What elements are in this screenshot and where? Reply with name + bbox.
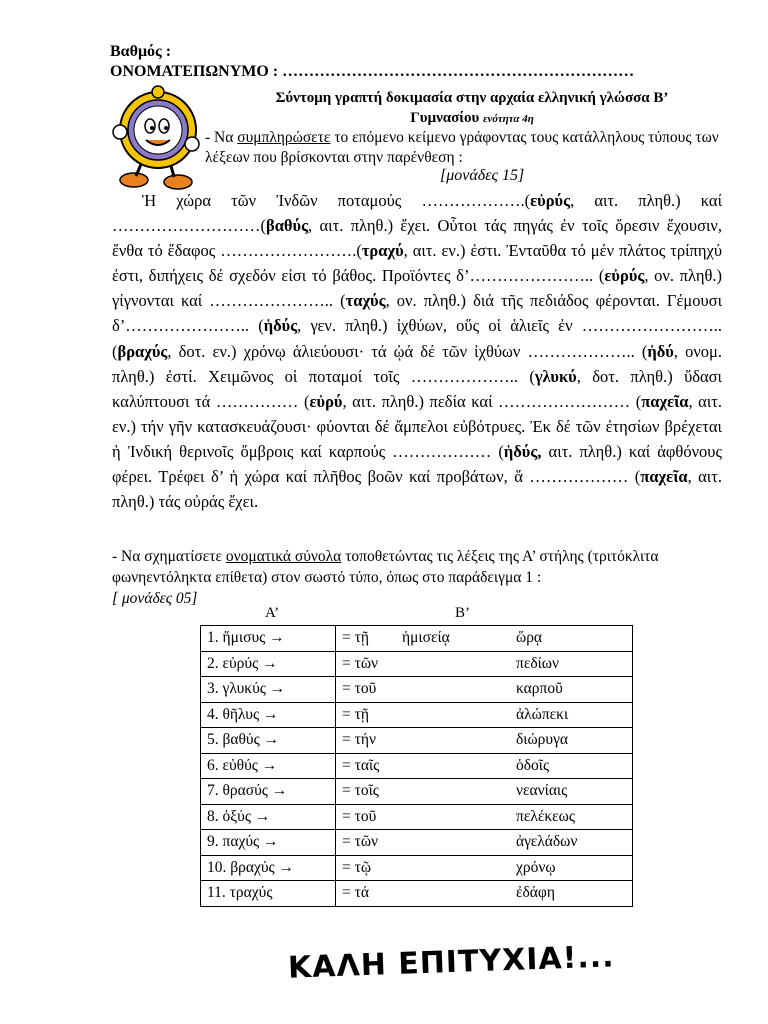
passage-cue-word: βραχύς: [117, 341, 168, 361]
table-row: [201, 702, 633, 728]
passage-text: Ἡ χώρα τῶν Ἰνδῶν ποταμούς ……………….(: [142, 191, 531, 210]
passage-cue-word: ἡδύς: [263, 316, 298, 336]
adjective-cell: 9. παχύς →: [201, 830, 336, 856]
name-label: ΟΝΟΜΑΤΕΠΩΝΥΜΟ : …………………………………………………………: [110, 63, 635, 80]
passage-cue-word: εὐρύς: [530, 191, 571, 210]
passage-cue-word: βαθύς: [266, 216, 309, 236]
adjective-cell: 8. ὀξύς →: [201, 804, 336, 830]
adjective-cell: 3. γλυκύς →: [201, 677, 336, 703]
passage-cue-word: ἡδύς,: [503, 441, 542, 461]
answer-cell[interactable]: [336, 728, 633, 754]
adjective-cell: 5. βαθύς →: [201, 728, 336, 754]
exercise-2-instruction: - Να σχηματίσετε ονοματικά σύνολα τοποθετώντας τις λέξεις της Α’ στήλης (τριτόκλιτα φωνηεντόληκτα επίθετα) στον σωστό τύπο, όπως στο παράδειγμα 1 : [ μονάδες 05]: [112, 548, 659, 607]
passage-cue-word: παχεῖα: [641, 391, 689, 411]
noun: καρποῦ: [516, 680, 563, 697]
adjective-cell: 10. βραχύς →: [201, 855, 336, 881]
answer-cell[interactable]: [336, 881, 633, 907]
adjective-cell: 1. ἥμισυς →: [201, 626, 336, 652]
table-row: [201, 728, 633, 754]
passage-cue-word: εὐρύς: [604, 266, 645, 286]
passage-text: , αιτ. πληθ.) ἔχει. Οὗτοι τάς πηγάς ἐν τοῖς ὄρεσιν ἔχουσιν, ἔνθα τό ἔδαφος …………………….(: [112, 216, 722, 261]
passage-text: , δοτ. πληθ.) ὕδασι καλύπτουσι τά …………… (: [112, 366, 722, 411]
noun: διώρυγα: [516, 731, 569, 748]
adjective-cell: 4. θῆλυς →: [201, 702, 336, 728]
grade-label: Βαθμός :: [110, 43, 172, 60]
passage-text: , ονομ. πληθ.) ἐστί. Χειμῶνος οἱ ποταμοί τοῖς ……………….. (: [112, 341, 723, 386]
noun: ὁδοῖς: [516, 756, 550, 774]
noun: χρόνῳ: [516, 858, 556, 876]
exercise-2-points: [ μονάδες 05]: [112, 590, 198, 607]
table-row: [201, 677, 633, 703]
passage-cue-word: γλυκύ: [534, 366, 577, 386]
table-row: [201, 779, 633, 805]
passage-cue-word: ταχύς: [345, 291, 386, 311]
matching-table: [200, 625, 633, 907]
unit-label: ενότητα 4η: [483, 113, 534, 125]
article: = τά: [342, 884, 369, 902]
table-row: [201, 804, 633, 830]
good-luck-banner: ΚΑΛΗ ΕΠΙΤΥΧΙΑ!...: [287, 939, 616, 986]
noun: ἐδάφη: [516, 884, 555, 901]
column-a-header: Α’: [265, 605, 280, 621]
adjective-cell: 2. εὐρύς →: [201, 651, 336, 677]
clock-mascot-icon: [112, 82, 204, 202]
passage-text: , αιτ. εν.) τήν γῆν κατασκευάζουσι· φύονται δέ ἄμπελοι εὐβότρυες. Ἐκ δέ τῶν ἐτησίων βρέχεται ἡ Ἰνδική θερινοῖς ὄμβροις καί καρπούς ……………… (: [112, 391, 723, 461]
answer-cell[interactable]: [336, 779, 633, 805]
answer-cell[interactable]: [336, 855, 633, 881]
article: = τῇ: [342, 705, 369, 723]
passage-text: , δοτ. εν.) χρόνῳ ἁλιεύουσι· τά ᾠά δέ τῶν ἰχθύων ……………….. (: [167, 341, 648, 361]
passage-cue-word: τραχύ: [361, 241, 404, 261]
greek-passage: [112, 188, 722, 514]
table-row: [201, 651, 633, 677]
noun: ἀλώπεκι: [516, 705, 569, 723]
table-row: [201, 626, 633, 652]
article: = ταῖς: [342, 756, 380, 774]
adjective-cell: 6. εὐθύς →: [201, 753, 336, 779]
example-answer: ἡμισείᾳ: [402, 629, 450, 647]
table-row: [201, 881, 633, 907]
title-line-1: Σύντομη γραπτή δοκιμασία στην αρχαία ελληνική γλώσσα Β’: [275, 90, 669, 106]
answer-cell[interactable]: [336, 626, 633, 652]
table-row: [201, 855, 633, 881]
test-title: [222, 88, 722, 129]
answer-cell[interactable]: [336, 804, 633, 830]
passage-text: , γεν. πληθ.) ἰχθύων, οὕς οἱ ἁλιεῖς ἐν …………………….. (: [112, 316, 722, 361]
article: = τοῦ: [342, 680, 377, 698]
passage-cue-word: εὐρύ: [309, 391, 343, 411]
noun: ἀγελάδων: [516, 833, 578, 850]
answer-cell[interactable]: [336, 677, 633, 703]
passage-text: , ον. πληθ.) γίγνονται καί ………………….. (: [112, 266, 722, 311]
noun: νεανίαις: [516, 782, 568, 799]
answer-cell[interactable]: [336, 651, 633, 677]
table-row: [201, 830, 633, 856]
article: = τοῖς: [342, 782, 379, 800]
passage-text: , αιτ. πληθ.) πεδία καί …………………… (: [342, 391, 642, 411]
exercise-1-points: [μονάδες 15]: [440, 167, 525, 184]
column-b-header: Β’: [455, 605, 470, 621]
passage-text: , αιτ. πληθ.) τάς οὐράς ἔχει.: [112, 467, 723, 512]
passage-text: , αιτ. πληθ.) καί ………………………(: [112, 191, 723, 236]
table-row: [201, 753, 633, 779]
passage-cue-word: ἡδύ: [647, 341, 674, 361]
noun: πεδίων: [516, 654, 560, 672]
answer-cell[interactable]: [336, 830, 633, 856]
answer-cell[interactable]: [336, 753, 633, 779]
article: = τοῦ: [342, 807, 377, 825]
exercise-1-instruction: - Να συμπληρώσετε το επόμενο κείμενο γράφοντας τους κατάλληλους τύπους των λέξεων που βρίσκονται στην παρένθεση :: [205, 129, 719, 166]
article: = τῶν: [342, 654, 379, 672]
passage-text: αιτ. πληθ.) καί ἀφθόνους φέρει. Τρέφει δ’ ἡ χώρα καί πλῆθος βοῶν καί προβάτων, ἅ ……………… (: [112, 441, 722, 487]
article: = τῷ: [342, 858, 372, 876]
article: = τήν: [342, 731, 376, 749]
noun: ὥρᾳ: [516, 629, 543, 646]
passage-cue-word: παχεῖα: [640, 467, 688, 487]
passage-text: , ον. πληθ.) διά τῆς πεδιάδος φέρονται. Γέμουσι δ’………………….. (: [112, 291, 723, 336]
adjective-cell: 11. τραχύς: [201, 881, 336, 907]
article: = τῶν: [342, 833, 379, 851]
passage-text: , αιτ. εν.) ἐστι. Ἐνταῦθα τό μέν πλάτος τρίπηχύ ἐστι, διπήχεις δέ σχεδόν εἰσι τό βάθος. Προϊόντες δ’………………….. (: [112, 241, 722, 286]
noun: πελέκεως: [516, 807, 576, 825]
title-line-2: Γυμνασίου: [410, 110, 480, 126]
adjective-cell: 7. θρασύς →: [201, 779, 336, 805]
answer-cell[interactable]: [336, 702, 633, 728]
article: = τῇ: [342, 629, 369, 647]
